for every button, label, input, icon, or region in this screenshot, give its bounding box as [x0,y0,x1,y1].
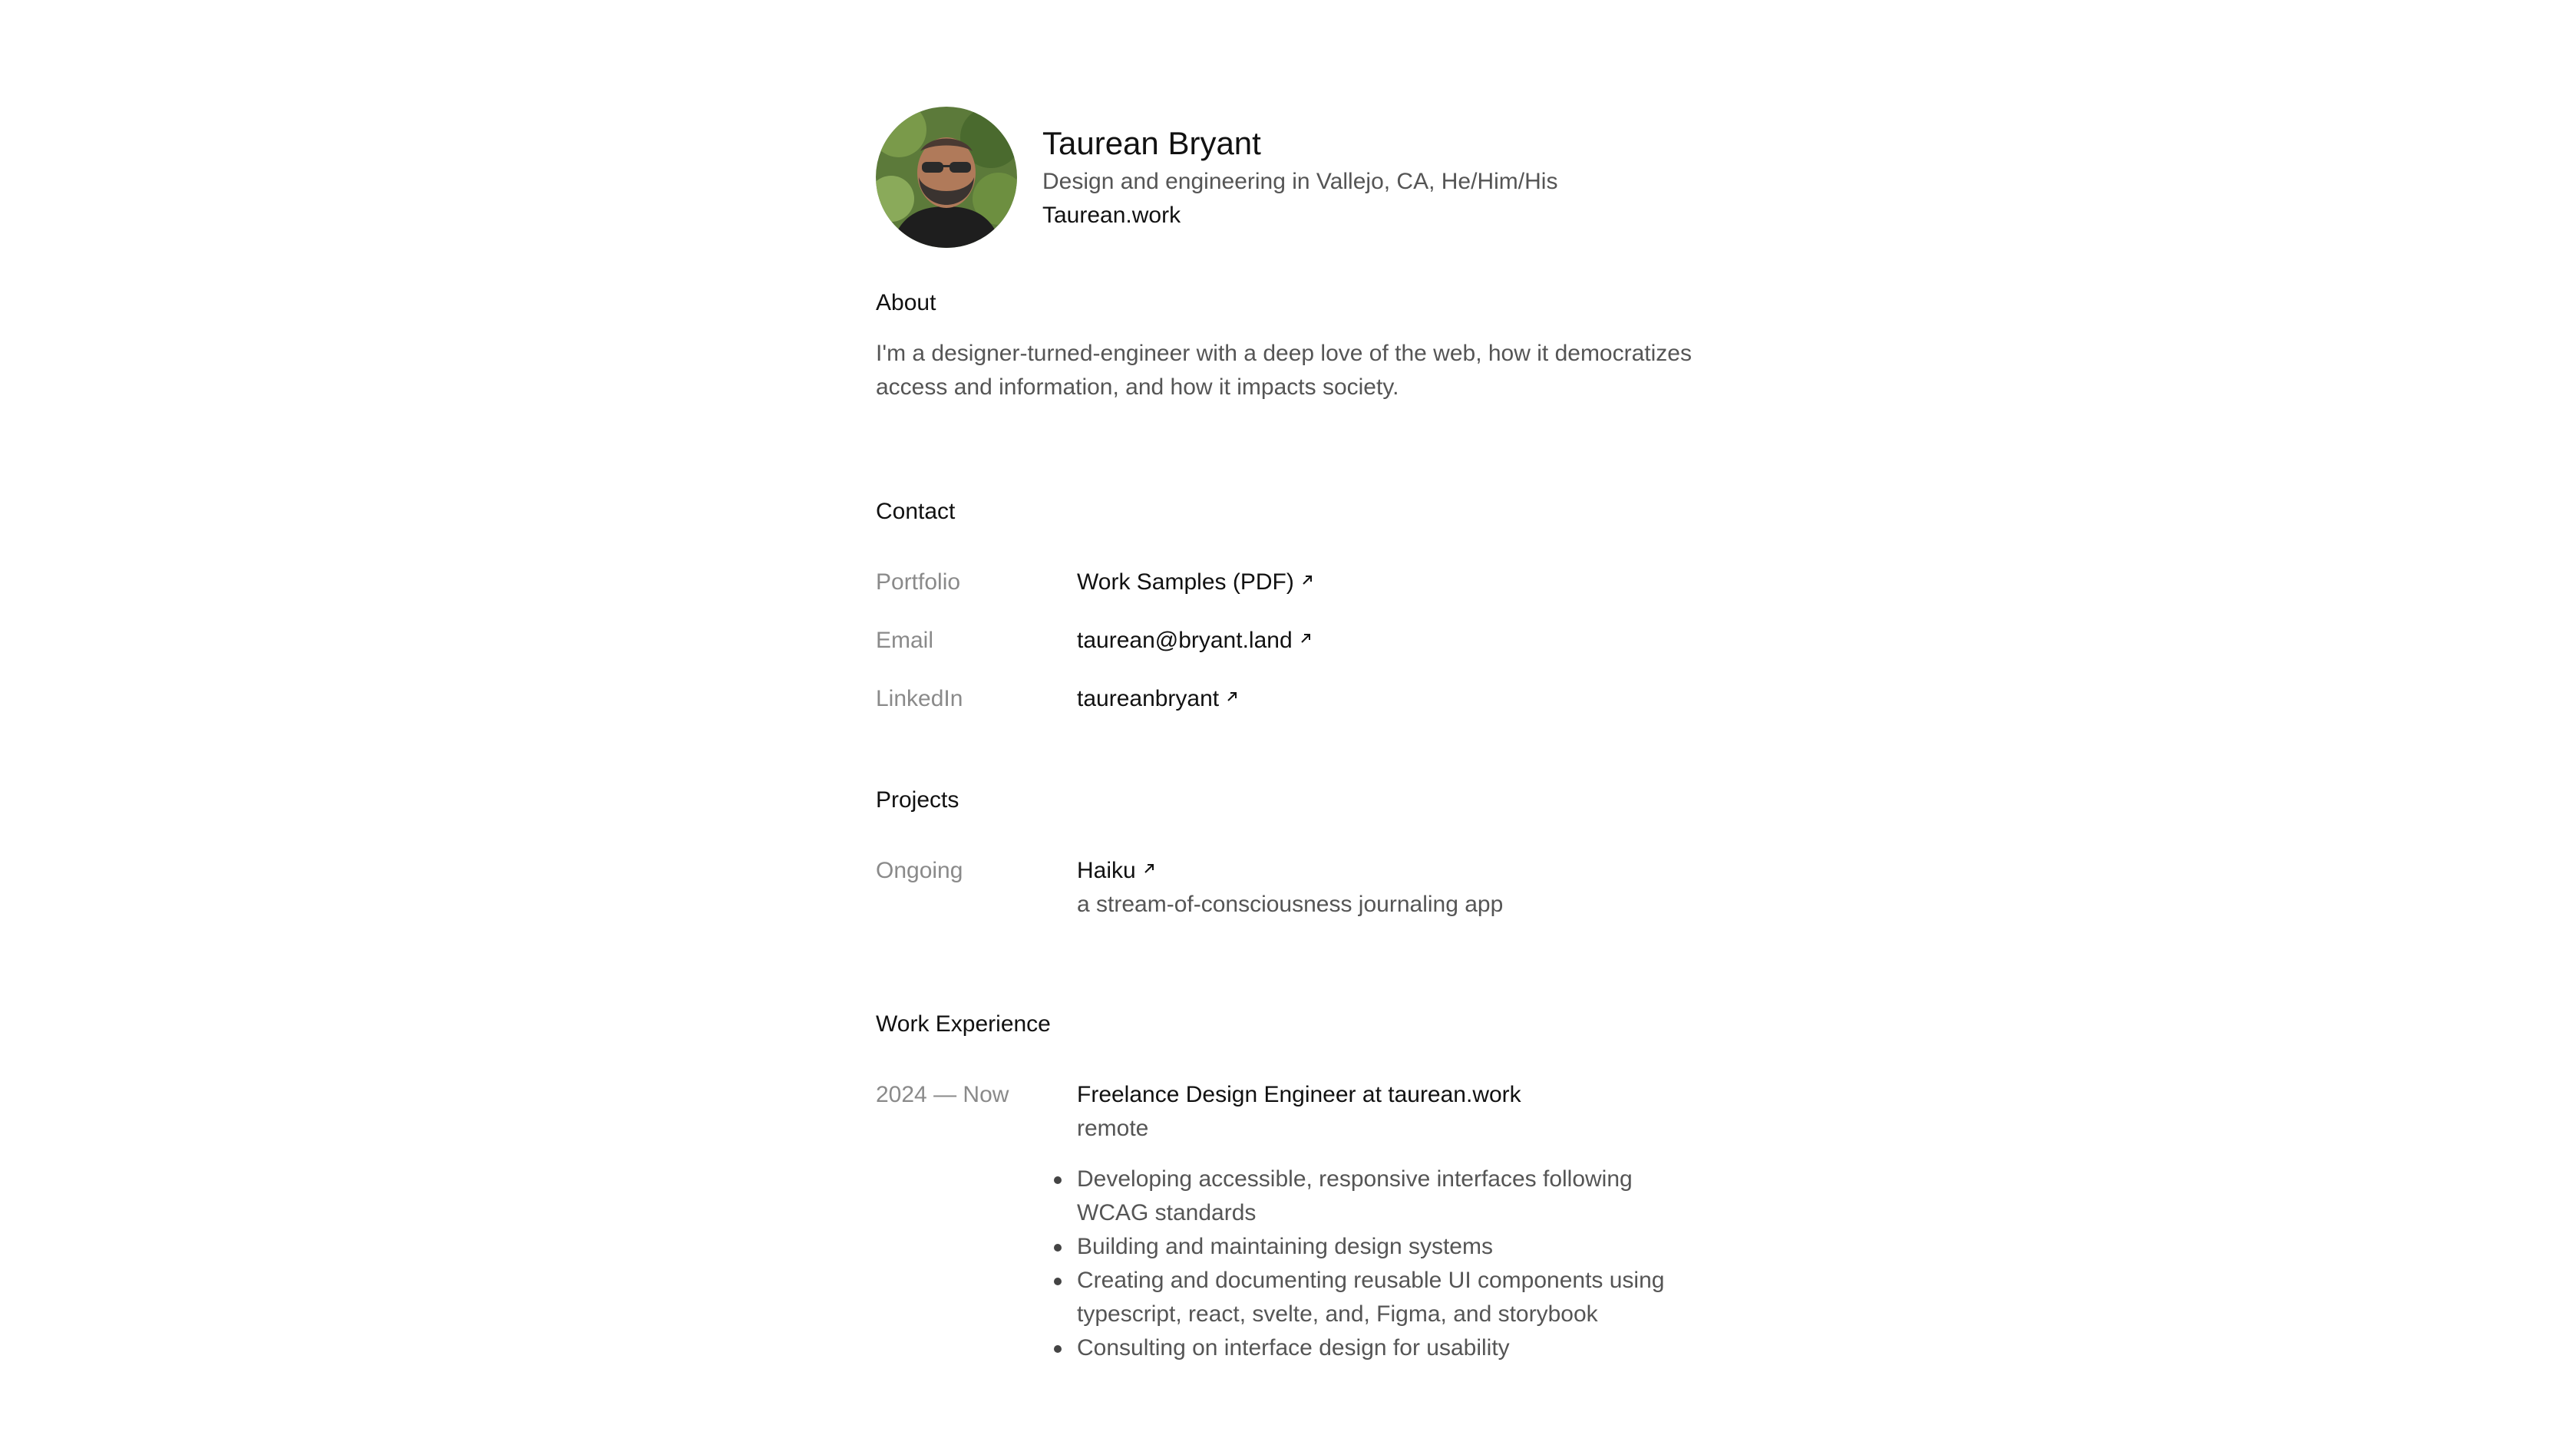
work-experience-section [876,1008,1705,1365]
linkedin-link-text: taureanbryant [1077,686,1220,711]
portfolio-link-text: Work Samples (PDF) [1077,569,1294,595]
projects-heading: Projects [876,787,959,813]
job-title: Freelance Design Engineer at taurean.work [1077,1082,1521,1107]
about-text: I'm a designer-turned-engineer with a deep love of the web, how it democratizes access and information, and how it impacts society. [876,341,1692,400]
projects-section [876,783,1705,922]
project-status-label: Ongoing [876,858,963,883]
contact-list [876,566,1705,716]
job-location: remote [1077,1116,1149,1141]
project-description: a stream-of-consciousness journaling app [1077,892,1504,917]
about-heading: About [876,290,936,315]
profile-name: Taurean Bryant [1042,125,1261,161]
haiku-link[interactable] [1077,854,1503,888]
list-item: Building and maintaining design systems [1077,1230,1706,1264]
page [876,107,1705,1365]
contact-row-email [876,624,1705,658]
profile-tagline: Design and engineering in Vallejo, CA, He/Him/His [1042,169,1558,194]
work-item [876,1078,1705,1365]
avatar-photo [876,107,1017,248]
contact-row-linkedin [876,682,1705,716]
arrow-up-right-icon [1142,862,1156,876]
project-item [876,854,1705,922]
job-responsibilities [1077,1163,1706,1365]
arrow-up-right-icon [1300,573,1314,587]
profile-identity [1042,122,1557,233]
project-body [1077,854,1503,922]
work-body [1077,1078,1706,1365]
list-item: Creating and documenting reusable UI components using typescript, react, svelte, and, Figma, and storybook [1077,1264,1706,1331]
avatar [876,107,1017,248]
list-item: Developing accessible, responsive interfaces following WCAG standards [1077,1163,1706,1230]
contact-label-portfolio: Portfolio [876,569,961,595]
profile-header [876,107,1705,248]
email-link[interactable] [1077,624,1313,658]
website-link[interactable]: Taurean.work [1042,203,1181,228]
arrow-up-right-icon [1225,690,1239,704]
about-section [876,286,1705,404]
contact-section [876,495,1705,716]
linkedin-link[interactable] [1077,682,1239,716]
contact-row-portfolio [876,566,1705,599]
work-period: 2024 — Now [876,1082,1009,1107]
haiku-link-text: Haiku [1077,858,1136,883]
arrow-up-right-icon [1299,632,1313,645]
portfolio-link[interactable] [1077,566,1314,599]
contact-heading: Contact [876,499,956,524]
list-item: Consulting on interface design for usability [1077,1331,1706,1365]
contact-label-email: Email [876,628,934,653]
contact-label-linkedin: LinkedIn [876,686,963,711]
work-experience-heading: Work Experience [876,1011,1051,1037]
email-link-text: taurean@bryant.land [1077,628,1293,653]
